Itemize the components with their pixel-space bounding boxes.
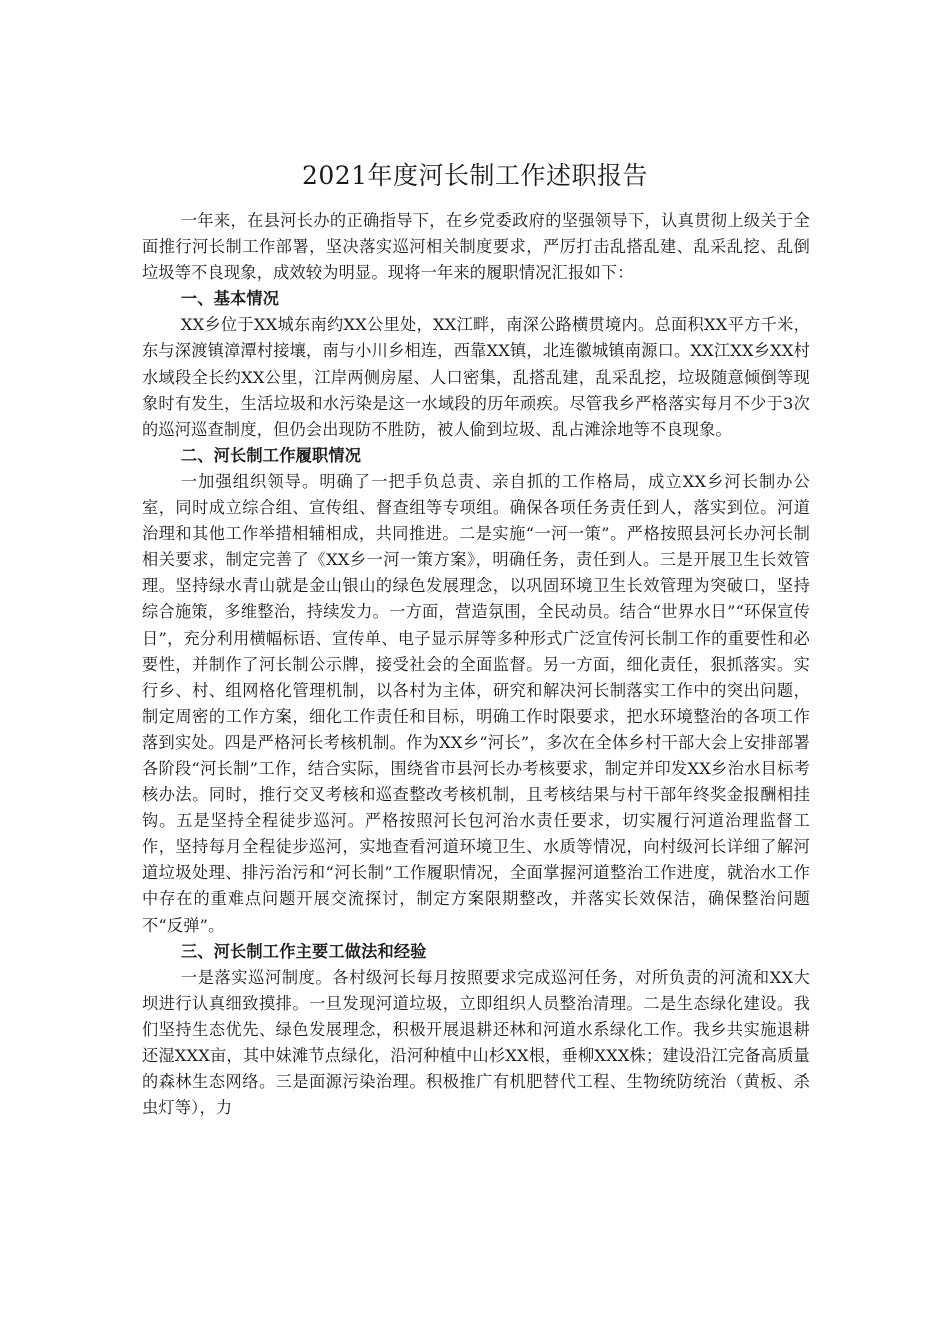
section-heading-duties: 二、河长制工作履职情况 bbox=[180, 445, 362, 465]
section-body-practices: 一是落实巡河制度。各村级河长每月按照要求完成巡河任务，对所负责的河流和XX大坝进行认真细致摸排。一旦发现河道垃圾，立即组织人员整治清理。二是生态绿化建设。我们坚持生态优先、绿色发展理念，积极开展退耕还林和河道水系绿化工作。我乡共实施退耕还湿XXX亩，其中妹滩节点绿化，沿河种植中山杉XX根，垂柳XXX株；建设沿江完备高质量的森林生态网络。三是面源污染治理。积极推广有机肥替代工程、生物统防统治（黄板、杀虫灯等），力 bbox=[142, 967, 810, 1118]
section-body-duties: 一加强组织领导。明确了一把手负总责、亲自抓的工作格局，成立XX乡河长制办公室，同时成立综合组、宣传组、督查组等专项组。确保各项任务责任到人，落实到位。河道治理和其他工作举措相辅相成，共同推进。二是实施“一河一策”。严格按照县河长办河长制相关要求，制定完善了《XX乡一河一策方案》，明确任务，责任到人。三是开展卫生长效管理。坚持绿水青山就是金山银山的绿色发展理念，以巩固环境卫生长效管理为突破口，坚持综合施策，多维整治，持续发力。一方面，营造氛围，全民动员。结合“世界水日”“环保宣传日”，充分利用横幅标语、宣传单、电子显示屏等多种形式广泛宣传河长制工作的重要性和必要性，并制作了河长制公示牌，接受社会的全面监督。另一方面，细化责任，狠抓落实。实行乡、村、组网格化管理机制，以各村为主体，研究和解决河长制落实工作中的突出问题，制定周密的工作方案，细化工作责任和目标，明确工作时限要求，把水环境整治的各项工作落到实处。四是严格河长考核机制。作为XX乡“河长”，多次在全体乡村干部大会上安排部署各阶段“河长制”工作，结合实际，围绕省市县河长办考核要求，制定并印发XX乡治水目标考核办法。同时，推行交叉考核和巡查整改考核机制，且考核结果与村干部年终奖金报酬相挂钩。五是坚持全程徒步巡河。严格按照河长包河治水责任要求，切实履行河道治理监督工作，坚持每月全程徒步巡河，实地查看河道环境卫生、水质等情况，向村级河长详细了解河道垃圾处理、排污治污和“河长制”工作履职情况，全面掌握河道整治工作进度，就治水工作中存在的重难点问题开展交流探讨，制定方案限期整改，并落实长效保洁，确保整治问题不“反弹”。 bbox=[142, 471, 810, 935]
section-heading-basic: 一、基本情况 bbox=[180, 289, 280, 309]
document-title: 2021年度河长制工作述职报告 bbox=[301, 161, 649, 190]
document-body bbox=[142, 208, 810, 1121]
section-body-basic: XX乡位于XX城东南约XX公里处，XX江畔，南深公路横贯境内。总面积XX平方千米，东与深渡镇漳潭村接壤，南与小川乡相连，西靠XX镇，北连徽城镇南源口。XX江XX乡XX村水域段全长约XX公里，江岸两侧房屋、人口密集，乱搭乱建，乱采乱挖，垃圾随意倾倒等现象时有发生，生活垃圾和水污染是这一水域段的历年顽疾。尽管我乡严格落实每月不少于3次的巡河巡查制度，但仍会出现防不胜防，被人偷到垃圾、乱占滩涂地等不良现象。 bbox=[142, 315, 810, 439]
section-heading-practices: 三、河长制工作主要工做法和经验 bbox=[180, 941, 427, 961]
intro-paragraph: 一年来，在县河长办的正确指导下，在乡党委政府的坚强领导下，认真贯彻上级关于全面推行河长制工作部署，坚决落实巡河相关制度要求，严厉打击乱搭乱建、乱采乱挖、乱倒垃圾等不良现象，成效较为明显。现将一年来的履职情况汇报如下： bbox=[142, 211, 810, 283]
